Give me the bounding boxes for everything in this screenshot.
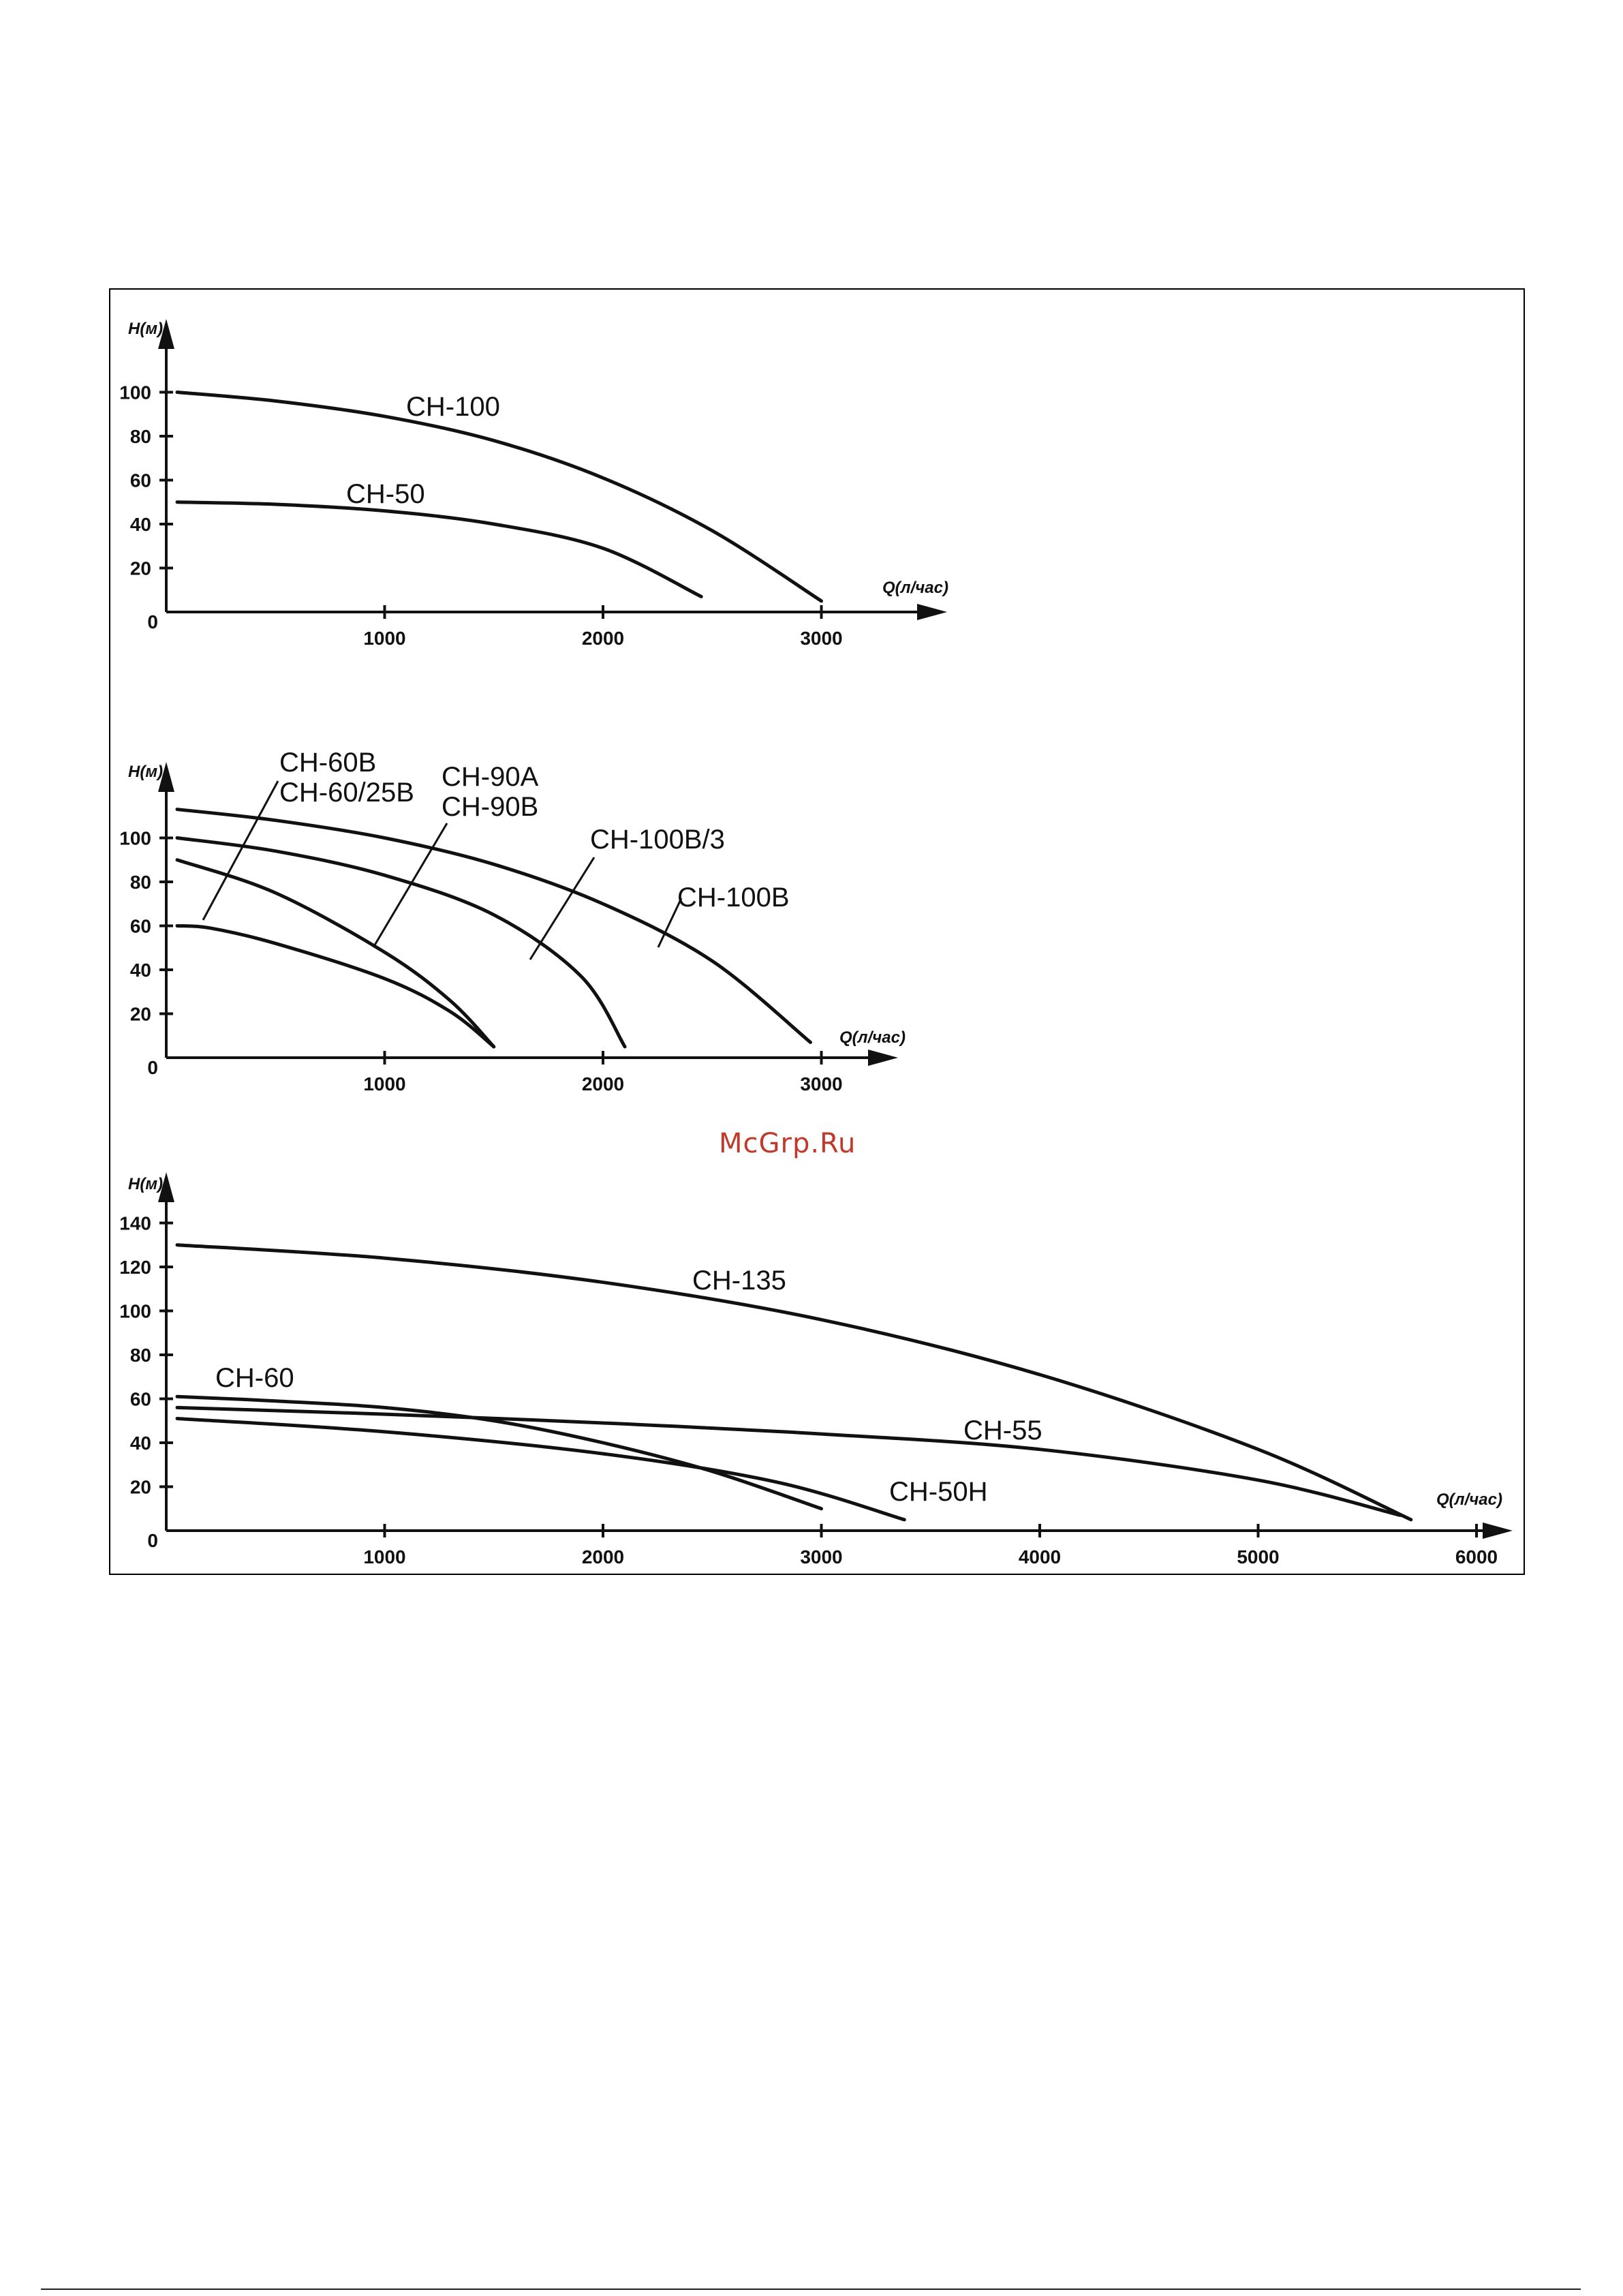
x-tick-label: 3000 xyxy=(800,628,843,649)
y-tick-label: 60 xyxy=(129,1388,151,1410)
series-label-ch-50h: CH-50H xyxy=(889,1477,988,1507)
curve-ch-55 xyxy=(177,1407,1400,1515)
watermark: McGrp.Ru xyxy=(719,1128,856,1159)
series-label-ch-60: CH-60 xyxy=(215,1363,294,1393)
curve-ch-60b-ch-60-25b xyxy=(177,926,494,1047)
y-tick-label: 0 xyxy=(147,1530,158,1551)
x-tick-label: 3000 xyxy=(800,1073,843,1095)
y-tick-label: 20 xyxy=(129,1003,151,1025)
x-tick-label: 2000 xyxy=(581,1546,625,1567)
x-tick-label: 6000 xyxy=(1455,1546,1498,1567)
series-label-ch-55: CH-55 xyxy=(963,1415,1042,1445)
x-tick-label: 1000 xyxy=(363,1073,406,1095)
x-tick-label: 3000 xyxy=(800,1546,843,1567)
y-tick-label: 100 xyxy=(119,1300,151,1322)
series-label-ch-50: CH-50 xyxy=(346,479,425,509)
series-label: CH-100B xyxy=(677,883,790,913)
y-tick-label: 20 xyxy=(129,1476,151,1498)
y-tick-label: 80 xyxy=(129,1345,151,1366)
curve-ch-135 xyxy=(177,1245,1411,1520)
x-axis-arrow xyxy=(1483,1522,1513,1539)
y-axis-label: Н(м) xyxy=(128,320,164,338)
x-axis-arrow xyxy=(917,604,947,620)
y-tick-label: 40 xyxy=(129,514,151,535)
y-tick-label: 0 xyxy=(147,611,158,632)
y-tick-label: 40 xyxy=(129,1433,151,1454)
x-tick-label: 1000 xyxy=(363,628,406,649)
series-label-ch-100: CH-100 xyxy=(406,392,500,422)
y-tick-label: 60 xyxy=(129,915,151,937)
curve-ch-60 xyxy=(177,1396,821,1508)
curve-ch-90a-ch-90b xyxy=(177,860,494,1047)
y-tick-label: 80 xyxy=(129,872,151,893)
y-tick-label: 140 xyxy=(119,1212,151,1234)
x-tick-label: 2000 xyxy=(581,628,625,649)
y-tick-label: 100 xyxy=(119,382,151,403)
series-label: CH-60/25B xyxy=(279,778,414,808)
leader-line xyxy=(530,857,594,960)
series-label: CH-100B/3 xyxy=(590,825,725,855)
y-tick-label: 0 xyxy=(147,1057,158,1078)
curve-ch-100 xyxy=(177,393,821,601)
y-tick-label: 60 xyxy=(129,470,151,491)
x-axis-label: Q(л/час) xyxy=(1436,1490,1502,1509)
y-tick-label: 100 xyxy=(119,827,151,849)
x-tick-label: 4000 xyxy=(1018,1546,1062,1567)
y-tick-label: 20 xyxy=(129,557,151,579)
x-axis-label: Q(л/час) xyxy=(882,579,948,597)
y-tick-label: 80 xyxy=(129,426,151,447)
series-label: CH-90B xyxy=(442,792,539,822)
series-label: CH-90A xyxy=(442,762,539,792)
footer-rule xyxy=(41,2289,1581,2290)
x-axis-arrow xyxy=(868,1050,898,1066)
y-axis-label: Н(м) xyxy=(128,1175,164,1193)
series-label: CH-60B xyxy=(279,748,377,778)
x-axis-label: Q(л/час) xyxy=(839,1028,906,1047)
x-tick-label: 2000 xyxy=(581,1073,625,1095)
series-label-ch-135: CH-135 xyxy=(692,1266,786,1296)
y-tick-label: 40 xyxy=(129,960,151,981)
y-axis-label: Н(м) xyxy=(128,763,164,781)
curve-ch-50 xyxy=(177,502,701,597)
y-tick-label: 120 xyxy=(119,1257,151,1278)
x-tick-label: 5000 xyxy=(1237,1546,1280,1567)
x-tick-label: 1000 xyxy=(363,1546,406,1567)
curve-ch-100b-3 xyxy=(177,838,625,1047)
